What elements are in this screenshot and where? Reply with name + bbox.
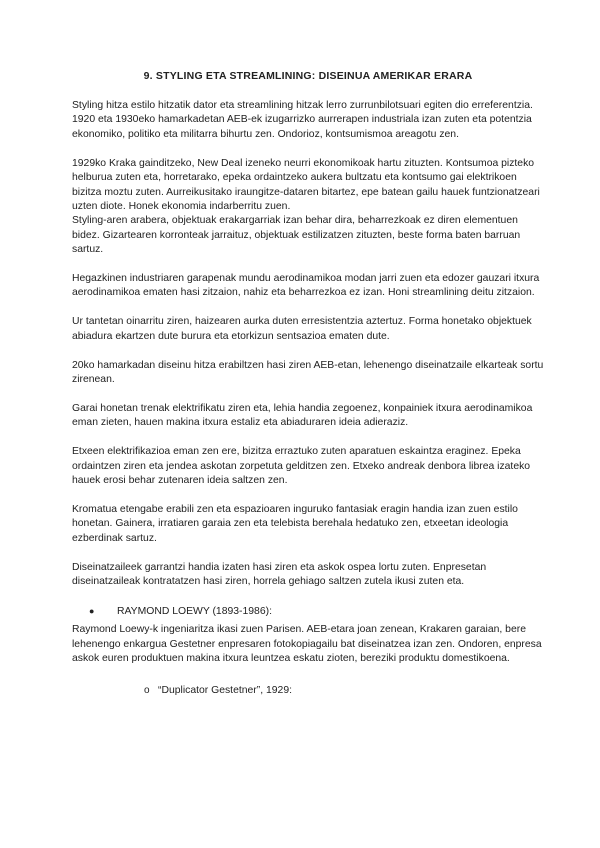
bullet-dot-icon: ● [89, 606, 95, 617]
sub-bullet-duplicator [72, 684, 544, 698]
paragraph-loewy: Raymond Loewy-k ingeniaritza ikasi zuen Parisen. AEB-etara joan zenean, Krakaren garaian, bere lehenengo enkargua Gestetner enpresaren fotokopiagailu bat diseinatzea izan zen. Ondoren, enpresa askok euren produktuen makina itxura leuntzea eskatu zioten, bereziki produktu domestikoena. [72, 624, 542, 665]
paragraph-designers: Diseinatzaileek garrantzi handia izaten hasi ziren eta askok ospea lortu zuten. Enpresetan diseinatzaileak kontratatzen hasi ziren, horrela gehiago saltzen zutela ikusi zuten eta. [72, 561, 487, 588]
paragraph-styling-definition: Styling-aren arabera, objektuak erakargarriak izan behar dira, beharrezkoak ez diren elementuen bidez. Gizartearen korronteak jarraituz, objektuak estilizatzen zituzten, beste forma baten barruan sartuz. [72, 215, 521, 256]
paragraph-streamlining: Hegazkinen industriaren garapenak mundu aerodinamikoa modan jarri zuen eta edozer gauzari itxura aerodinamikoa ematen hasi zitzaion, nahiz eta beharrezkoa ez izan. Honi streamlining deitu zitzaion. [72, 273, 540, 299]
page-title: 9. STYLING ETA STREAMLINING: DISEINUA AMERIKAR ERARA [143, 70, 473, 82]
paragraph-design-word: 20ko hamarkadan diseinu hitza erabiltzen hasi ziren AEB-etan, lehenengo diseinatzaile elkarteak sortu zirenean. [72, 359, 544, 386]
paragraph-home-electrification: Etxeen elektrifikazioa eman zen ere, bizitza erraztuko zuten aparatuen eskaintza eraginez. Epeka ordaintzen ziren eta jendea askotan zorpetuta gelditzen zen. Etxeko andreak denbora librea izateko hauek erosi behar zutenaren ideia saltzen zen. [72, 446, 531, 487]
paragraph-new-deal: 1929ko Kraka gainditzeko, New Deal izeneko neurri ekonomikoak hartu zituzten. Kontsumoa pizteko helburua zuten eta, horretarako, epeka ordaintzeko aukera bultzatu eta kontsumo gai elektrikoen bizitza moztu zuten. Aurreikusitako iraungitze-dataren bitartez, epe batean gailu hauek funtzionatzeari uzten diote. Honek ekonomia indarberritu zuen. [72, 157, 540, 212]
paragraph-trains: Garai honetan trenak elektrifikatu ziren eta, lehia handia zegoenez, konpainiek itxura aerodinamikoa eman zieten, hauen makina itxura estaliz eta abiaduraren ideia adieraziz. [72, 403, 533, 429]
sub-bullet-circle-icon: o [144, 684, 150, 696]
bullet-raymond-loewy [72, 604, 544, 619]
paragraph-water-drops: Ur tantetan oinarritu ziren, haizearen aurka duten erresistentzia aztertuz. Forma honetako objektuek abiadura ekartzen dute burura eta etorkizun sentsazioa ematen dute. [72, 316, 532, 342]
paragraph-chrome: Kromatua etengabe erabili zen eta espazioaren inguruko fantasiak eragin handia izan zuen estilo honetan. Gainera, irratiaren garaia zen eta telebista berehala hedatuko zen, etxeetan ideologia ezberdinak sartuz. [72, 504, 518, 544]
bullet-label: RAYMOND LOEWY (1893-1986): [117, 606, 272, 618]
paragraph-styling-intro: Styling hitza estilo hitzatik dator eta streamlining hitzak lerro zurrunbilotsuari egiten dio erreferentzia. 1920 eta 1930eko hamarkadetan AEB-ek izugarrizko aurrerapen industriala izan zuten eta potentzia ekonomiko, politiko eta militarra bihurtu zen. Ondorioz, kontsumismoa areagotu zen. [72, 100, 533, 140]
sub-bullet-label: “Duplicator Gestetner”, 1929: [158, 684, 292, 696]
